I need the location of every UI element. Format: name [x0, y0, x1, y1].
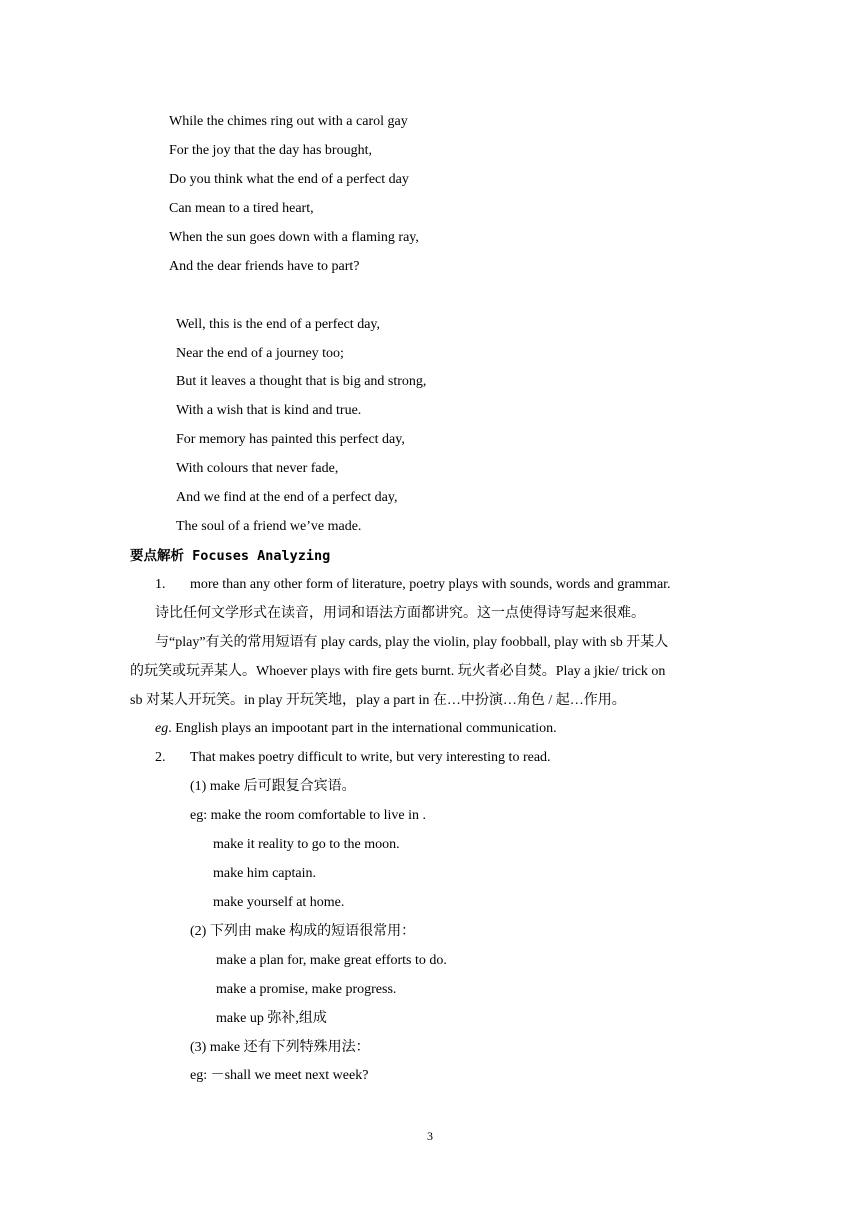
sub-point-1: (1) make 后可跟复合宾语。	[190, 779, 356, 794]
example-line: make him captain.	[213, 866, 317, 881]
paragraph-line: 与“play”有关的常用短语有 play cards, play the violin, play foobball, play with sb 开某人	[155, 635, 669, 650]
point-number: 1.	[155, 577, 166, 592]
sub-point-3: (3) make 还有下列特殊用法：	[190, 1040, 370, 1055]
point-text: That makes poetry difficult to write, but very interesting to read.	[190, 750, 551, 765]
sub-point-2: (2) 下列由 make 构成的短语很常用：	[190, 924, 416, 939]
section-heading: 要点解析 Focuses Analyzing	[130, 548, 331, 564]
eg-text: . English plays an impootant part in the international communication.	[168, 721, 557, 736]
point-number: 2.	[155, 750, 166, 765]
eg-label: eg	[155, 721, 169, 736]
poem-line: For the joy that the day has brought,	[169, 143, 372, 158]
poem-line: Near the end of a journey too;	[176, 346, 344, 361]
poem-line: Do you think what the end of a perfect day	[169, 172, 409, 187]
example-line: eg: －shall we meet next week?	[190, 1068, 369, 1083]
point-text: more than any other form of literature, poetry plays with sounds, words and grammar.	[190, 577, 671, 592]
poem-line: While the chimes ring out with a carol gay	[169, 114, 408, 129]
example-line: make a plan for, make great efforts to do.	[216, 953, 447, 968]
example-line: make a promise, make progress.	[216, 982, 397, 997]
poem-line: But it leaves a thought that is big and strong,	[176, 374, 427, 389]
poem-line: When the sun goes down with a flaming ray,	[169, 230, 419, 245]
poem-line: Can mean to a tired heart,	[169, 201, 314, 216]
poem-line: The soul of a friend we’ve made.	[176, 519, 362, 534]
example-line	[155, 720, 557, 738]
paragraph-line: sb 对某人开玩笑。in play 开玩笑地，play a part in 在…中扮演…角色 / 起…作用。	[130, 693, 626, 708]
example-line: eg: make the room comfortable to live in .	[190, 808, 426, 823]
poem-line: And we find at the end of a perfect day,	[176, 490, 398, 505]
example-line: make it reality to go to the moon.	[213, 837, 400, 852]
example-line: make yourself at home.	[213, 895, 345, 910]
poem-line: And the dear friends have to part?	[169, 259, 360, 274]
poem-line: With a wish that is kind and true.	[176, 403, 362, 418]
poem-line: For memory has painted this perfect day,	[176, 432, 405, 447]
paragraph-line: 的玩笑或玩弄某人。Whoever plays with fire gets burnt. 玩火者必自焚。Play a jkie/ trick on	[130, 664, 666, 679]
page-number: 3	[427, 1129, 433, 1143]
point-translation: 诗比任何文学形式在读音，用词和语法方面都讲究。这一点使得诗写起来很难。	[155, 606, 645, 621]
example-line: make up 弥补,组成	[216, 1011, 327, 1026]
poem-line: Well, this is the end of a perfect day,	[176, 317, 381, 332]
poem-line: With colours that never fade,	[176, 461, 339, 476]
